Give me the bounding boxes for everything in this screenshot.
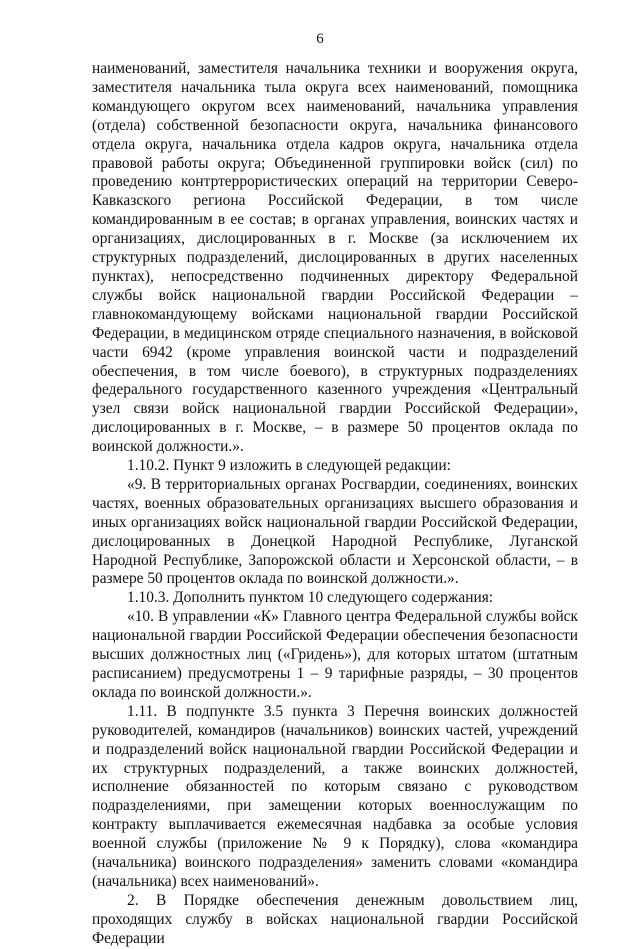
document-body [92, 60, 578, 949]
paragraph-1-10-2: 1.10.2. Пункт 9 изложить в следующей редакции: [127, 457, 451, 475]
paragraph-continuation: наименований, заместителя начальника техники и вооружения округа, заместителя начальника тыла округа всех наименований, помощника командующего округом всех наименований, начальника управления (отдела) собственной безопасности округа, начальника финансового отдела округа, начальника отдела кадров округа, начальника отдела правовой работы округа; Объединенной группировки войск (сил) по проведению контртеррористических операций на территории Северо-Кавказского региона Российской Федерации, в том числе командированным в ее состав; в органах управления, воинских частях и организациях, дислоцированных в г. Москве (за исключением их структурных подразделений, дислоцированных в других населенных пунктах), непосредственно подчиненных директору Федеральной службы войск национальной гвардии Российской Федерации – главнокомандующему войсками национальной гвардии Российской Федерации, в медицинском отряде специального назначения, в войсковой части 6942 (кроме управления воинской части и подразделений обеспечения, в том числе боевого), в структурных подразделениях федерального государственного казенного учреждения «Центральный узел связи войск национальной гвардии Российской Федерации», дислоцированных в г. Москве, – в размере 50 процентов оклада по воинской должности.». [92, 60, 578, 456]
paragraph-1-11: 1.11. В подпункте 3.5 пункта 3 Перечня воинских должностей руководителей, командиров (начальников) воинских частей, учреждений и подразделений войск национальной гвардии Российской Федерации и их структурных подразделений, а также воинских должностей, исполнение обязанностей по которым связано с руководством подразделениями, при замещении которых военнослужащим по контракту выплачивается ежемесячная надбавка за особые условия военной службы (приложение № 9 к Порядку), слова «командира (начальника) воинского подразделения» заменить словами «командира (начальника) всех наименований». [92, 702, 578, 890]
paragraph-item-9: «9. В территориальных органах Росгвардии, соединениях, воинских частях, военных образовательных организациях высшего образования и иных организациях войск национальной гвардии Российской Федерации, дислоцированных в Донецкой Народной Республике, Луганской Народной Республике, Запорожской области и Херсонской области, – в размере 50 процентов оклада по воинской должности.». [92, 475, 578, 588]
page-number: 6 [316, 31, 324, 47]
paragraph-item-10: «10. В управлении «К» Главного центра Федеральной службы войск национальной гвардии Российской Федерации обеспечения безопасности высших должностных лиц («Гридень»), для которых штатом (штатным расписанием) предусмотрены 1 – 9 тарифные разряды, – 30 процентов оклада по воинской должности.». [92, 608, 578, 701]
paragraph-1-10-3: 1.10.3. Дополнить пунктом 10 следующего содержания: [127, 589, 494, 607]
paragraph-2: 2. В Порядке обеспечения денежным довольствием лиц, проходящих службу в войсках национальной гвардии Российской Федерации [92, 891, 578, 947]
